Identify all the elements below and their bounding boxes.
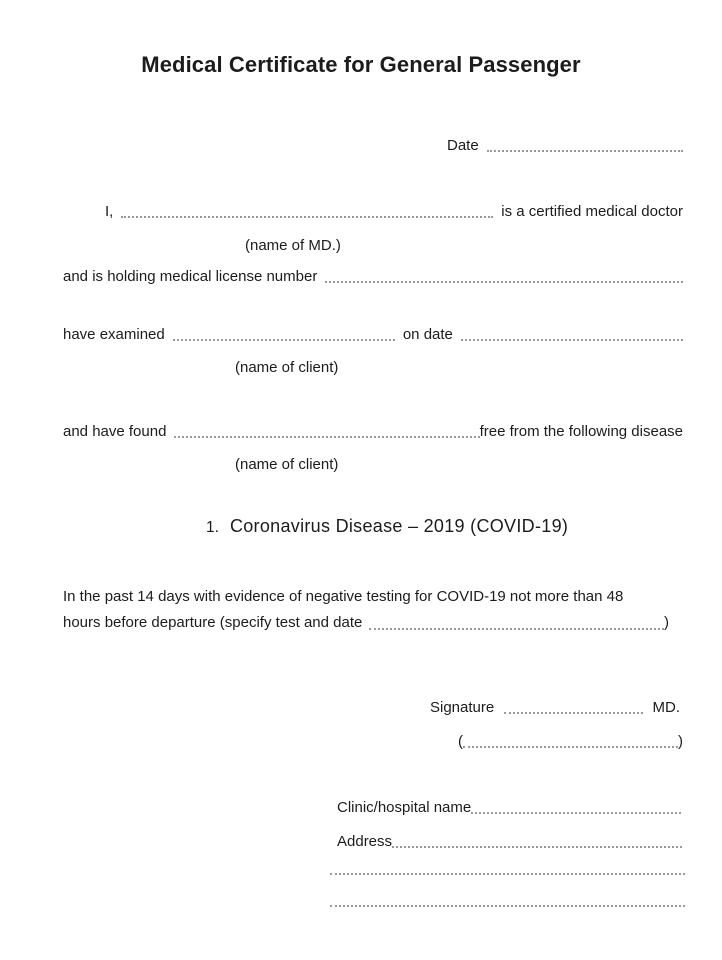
- license-label: and is holding medical license number: [63, 268, 318, 285]
- found-suffix: free from the following disease: [479, 423, 683, 440]
- date-line: [447, 136, 683, 155]
- signature-name-line: [458, 732, 683, 751]
- found-line: [63, 422, 683, 441]
- date-label: Date: [447, 137, 479, 154]
- signature-name-blank-field: [463, 745, 678, 748]
- found-client-blank-field: [174, 435, 479, 438]
- address-extra-line-2: [330, 894, 685, 910]
- doctor-prefix: I,: [105, 203, 114, 220]
- address-extra-blank-field-2: [330, 904, 685, 907]
- client-name-blank-field: [173, 338, 395, 341]
- name-of-md-caption: (name of MD.): [245, 237, 341, 254]
- doctor-line: [105, 202, 683, 221]
- disease-item-name: Coronavirus Disease – 2019 (COVID-19): [229, 516, 569, 536]
- clinic-name-blank-field: [471, 811, 681, 814]
- exam-date-blank-field: [461, 338, 683, 341]
- certificate-title: Medical Certificate for General Passenger: [141, 52, 581, 77]
- name-of-client-caption: (name of client): [235, 359, 339, 376]
- signature-label: Signature: [430, 699, 495, 716]
- doctor-name-blank-field: [121, 215, 493, 218]
- address-label: Address: [337, 833, 393, 850]
- doctor-suffix: is a certified medical doctor: [501, 203, 683, 220]
- disease-item-number: 1.: [206, 519, 219, 536]
- paren-close: ): [678, 733, 683, 750]
- examined-line: [63, 325, 683, 344]
- note-line-2-prefix: hours before departure (specify test and date: [63, 614, 363, 631]
- signature-line: [430, 698, 680, 717]
- address-extra-line-1: [330, 862, 685, 878]
- note-line-2: [63, 610, 669, 635]
- address-blank-field: [392, 845, 682, 848]
- clinic-label: Clinic/hospital name: [337, 799, 472, 816]
- note-line-2-suffix: ): [664, 614, 669, 631]
- found-label: and have found: [63, 423, 167, 440]
- md-label: MD.: [652, 699, 680, 716]
- address-extra-blank-field-1: [330, 872, 685, 875]
- note-line-1: In the past 14 days with evidence of negative testing for COVID-19 not more than 48: [63, 588, 624, 605]
- test-date-blank-field: [369, 627, 664, 630]
- date-blank-field: [487, 149, 683, 152]
- clinic-line: [337, 798, 681, 817]
- license-line: [63, 267, 683, 286]
- signature-blank-field: [504, 711, 642, 714]
- license-number-blank-field: [325, 280, 683, 283]
- disease-list-item: [206, 516, 568, 537]
- name-of-client-caption-2: (name of client): [235, 456, 339, 473]
- on-date-label: on date: [402, 326, 453, 343]
- address-line: [337, 832, 682, 851]
- examined-label: have examined: [63, 326, 165, 343]
- paren-open: (: [458, 733, 463, 750]
